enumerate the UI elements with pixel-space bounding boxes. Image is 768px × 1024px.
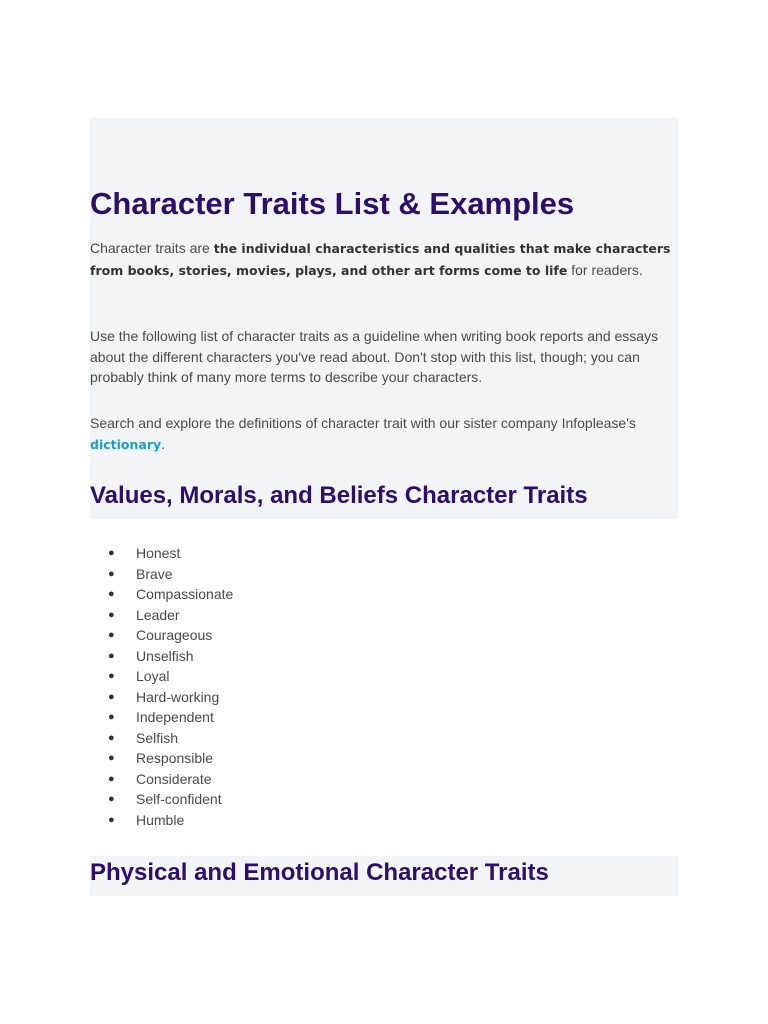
- physical-section-heading: Physical and Emotional Character Traits: [90, 859, 549, 886]
- list-item: [108, 707, 233, 728]
- bullet-icon: ●: [108, 547, 115, 559]
- trait-label: Honest: [136, 545, 181, 561]
- bullet-icon: ●: [108, 793, 115, 805]
- trait-label: Responsible: [136, 750, 214, 766]
- search-text: Search and explore the definitions of character trait with our sister company Infoplease's: [90, 415, 636, 431]
- trait-label: Compassionate: [136, 586, 234, 602]
- list-item: [108, 687, 233, 708]
- bullet-icon: ●: [108, 649, 115, 662]
- trait-label: Selfish: [136, 729, 179, 746]
- trait-label: Loyal: [136, 668, 170, 684]
- list-item: [108, 646, 233, 667]
- list-item: [108, 810, 233, 831]
- list-item: [108, 666, 233, 687]
- intro-paragraph: [90, 238, 682, 281]
- bullet-icon: ●: [108, 608, 115, 621]
- trait-label: Humble: [136, 811, 185, 828]
- trait-label: Brave: [136, 565, 173, 582]
- bullet-icon: ●: [108, 629, 115, 641]
- list-item: [108, 605, 233, 626]
- trait-label: Self-confident: [136, 791, 222, 807]
- bullet-icon: ●: [108, 813, 115, 826]
- bullet-icon: ●: [108, 588, 115, 600]
- bullet-icon: ●: [108, 772, 115, 785]
- intro-panel: [90, 118, 678, 519]
- list-item: [108, 728, 233, 749]
- list-item: [108, 625, 233, 646]
- intro-text-end: for readers.: [567, 261, 643, 278]
- bullet-icon: ●: [108, 690, 115, 703]
- search-text-end: .: [161, 435, 166, 452]
- list-item: [108, 748, 233, 769]
- trait-label: Independent: [136, 709, 214, 725]
- trait-label: Courageous: [136, 627, 213, 643]
- search-paragraph: [90, 413, 682, 455]
- list-item: [108, 564, 233, 585]
- list-item: [108, 543, 233, 564]
- bullet-icon: ●: [108, 731, 115, 744]
- page-title: Character Traits List & Examples: [90, 186, 575, 221]
- bullet-icon: ●: [108, 752, 115, 764]
- intro-bold-definition: the individual characteristics and qualities that make characters from books, stories, movies, plays, and other art forms come to life: [90, 241, 671, 278]
- trait-label: Hard-working: [136, 688, 220, 705]
- guideline-paragraph: Use the following list of character traits as a guideline when writing book reports and essays about the different characters you've read about. Don't stop with this list, though; you can probably think of many more terms to describe your characters.: [90, 328, 659, 385]
- trait-label: Considerate: [136, 770, 212, 787]
- list-item: [108, 789, 233, 810]
- trait-label: Unselfish: [136, 647, 194, 664]
- dictionary-link[interactable]: dictionary: [90, 436, 162, 452]
- bullet-icon: ●: [108, 670, 115, 682]
- intro-text-start: Character traits are: [90, 240, 214, 256]
- values-section-heading: Values, Morals, and Beliefs Character Traits: [90, 482, 588, 509]
- list-item: [108, 584, 233, 605]
- bullet-icon: ●: [108, 711, 115, 723]
- list-item: [108, 769, 233, 790]
- trait-label: Leader: [136, 606, 180, 623]
- values-traits-list: [108, 543, 233, 830]
- bullet-icon: ●: [108, 567, 115, 580]
